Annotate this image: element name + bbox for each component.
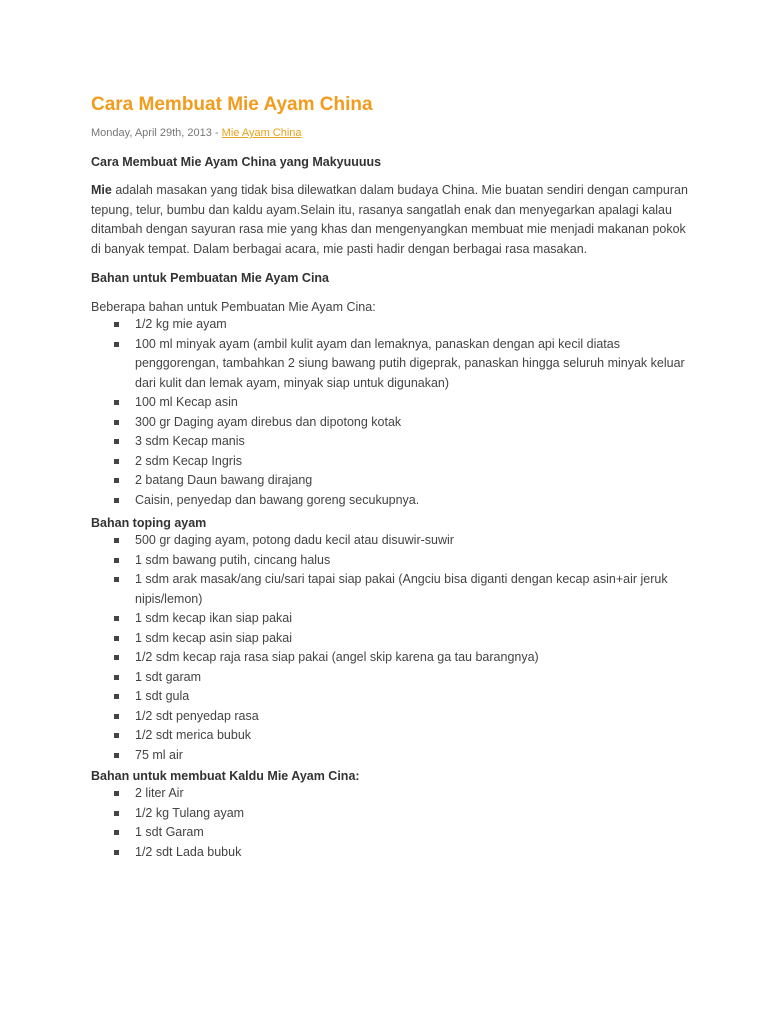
list-item-text: 1 sdt garam <box>135 669 202 684</box>
list-item-text: 75 ml air <box>135 747 183 762</box>
bullet-icon <box>114 636 119 641</box>
ingredients-list <box>91 315 691 510</box>
list-item <box>91 491 691 511</box>
topping-list <box>91 531 691 765</box>
list-item <box>91 452 691 472</box>
list-item-text: 1/2 sdt merica bubuk <box>135 728 252 743</box>
list-item <box>91 784 691 804</box>
list-item <box>91 413 691 433</box>
list-item <box>91 629 691 649</box>
section-intro: Beberapa bahan untuk Pembuatan Mie Ayam Cina: <box>91 300 376 315</box>
list-item-text: 2 liter Air <box>135 786 184 801</box>
bullet-icon <box>114 459 119 464</box>
list-item-text: 3 sdm Kecap manis <box>135 434 245 449</box>
list-item-text: 1 sdm kecap asin siap pakai <box>135 630 293 645</box>
list-item-text: 1/2 sdt penyedap rasa <box>135 708 259 723</box>
list-item-text: Caisin, penyedap dan bawang goreng secukupnya. <box>135 492 420 507</box>
list-item <box>91 471 691 491</box>
list-item <box>91 335 691 394</box>
list-item-text: 100 ml Kecap asin <box>135 395 238 410</box>
list-item-text: 1 sdm bawang putih, cincang halus <box>135 552 331 567</box>
list-item-text: 100 ml minyak ayam (ambil kulit ayam dan lemaknya, panaskan dengan api kecil diatas penggorengan, tambahkan 2 siung bawang putih digeprak, panaskan hingga seluruh minyak keluar dari kulit dan lemak ayam, minyak siap untuk digunakan) <box>135 336 685 390</box>
list-item <box>91 823 691 843</box>
bullet-icon <box>114 733 119 738</box>
section-heading-toping: Bahan toping ayam <box>91 516 207 531</box>
intro-bold-word: Mie <box>91 183 112 197</box>
list-item-text: 2 sdm Kecap Ingris <box>135 453 242 468</box>
list-item <box>91 648 691 668</box>
list-item-text: 2 batang Daun bawang dirajang <box>135 473 313 488</box>
section-heading-bahan: Bahan untuk Pembuatan Mie Ayam Cina <box>91 271 330 286</box>
list-item-text: 1 sdm arak masak/ang ciu/sari tapai siap pakai (Angciu bisa diganti dengan kecap asin+air jeruk nipis/lemon) <box>135 572 668 606</box>
list-item <box>91 804 691 824</box>
bullet-icon <box>114 498 119 503</box>
bullet-icon <box>114 714 119 719</box>
list-item-text: 1 sdt Garam <box>135 825 204 840</box>
list-item <box>91 707 691 727</box>
list-item-text: 1/2 sdt Lada bubuk <box>135 844 242 859</box>
bullet-icon <box>114 478 119 483</box>
section-heading-kaldu: Bahan untuk membuat Kaldu Mie Ayam Cina: <box>91 769 360 784</box>
bullet-icon <box>114 439 119 444</box>
bullet-icon <box>114 655 119 660</box>
meta-date: Monday, April 29th, 2013 - <box>91 127 222 139</box>
bullet-icon <box>114 791 119 796</box>
list-item <box>91 315 691 335</box>
list-item <box>91 843 691 863</box>
bullet-icon <box>114 577 119 582</box>
bullet-icon <box>114 322 119 327</box>
article-title: Cara Membuat Mie Ayam China <box>91 94 373 115</box>
list-item <box>91 746 691 766</box>
article-subtitle: Cara Membuat Mie Ayam China yang Makyuuuus <box>91 155 382 169</box>
bullet-icon <box>114 675 119 680</box>
category-link[interactable]: Mie Ayam China <box>221 127 302 139</box>
bullet-icon <box>114 811 119 816</box>
list-item-text: 1/2 kg mie ayam <box>135 317 227 332</box>
list-item-text: 300 gr Daging ayam direbus dan dipotong kotak <box>135 414 402 429</box>
bullet-icon <box>114 538 119 543</box>
list-item <box>91 393 691 413</box>
list-item-text: 1/2 kg Tulang ayam <box>135 805 245 820</box>
broth-list <box>91 784 691 862</box>
list-item <box>91 726 691 746</box>
list-item-text: 1 sdm kecap ikan siap pakai <box>135 611 293 626</box>
list-item-text: 500 gr daging ayam, potong dadu kecil atau disuwir-suwir <box>135 533 454 548</box>
list-item <box>91 551 691 571</box>
bullet-icon <box>114 616 119 621</box>
intro-paragraph <box>91 181 691 259</box>
bullet-icon <box>114 558 119 563</box>
bullet-icon <box>114 850 119 855</box>
bullet-icon <box>114 753 119 758</box>
intro-text: adalah masakan yang tidak bisa dilewatkan dalam budaya China. Mie buatan sendiri dengan campuran tepung, telur, bumbu dan kaldu ayam.Selain itu, rasanya sangatlah enak dan menyegarkan apalagi kalau ditambah dengan sayuran rasa mie yang khas dan mengenyangkan membuat mie menjadi makanan pokok di banyak tempat. Dalam berbagai acara, mie pasti hadir dengan berbagai rasa masakan. <box>91 183 688 256</box>
bullet-icon <box>114 420 119 425</box>
list-item <box>91 531 691 551</box>
bullet-icon <box>114 342 119 347</box>
list-item <box>91 668 691 688</box>
list-item <box>91 432 691 452</box>
list-item-text: 1 sdt gula <box>135 689 190 704</box>
bullet-icon <box>114 400 119 405</box>
article-meta <box>91 126 691 140</box>
list-item-text: 1/2 sdm kecap raja rasa siap pakai (angel skip karena ga tau barangnya) <box>135 650 539 665</box>
bullet-icon <box>114 694 119 699</box>
list-item <box>91 687 691 707</box>
bullet-icon <box>114 830 119 835</box>
list-item <box>91 570 691 609</box>
article <box>91 92 691 862</box>
list-item <box>91 609 691 629</box>
